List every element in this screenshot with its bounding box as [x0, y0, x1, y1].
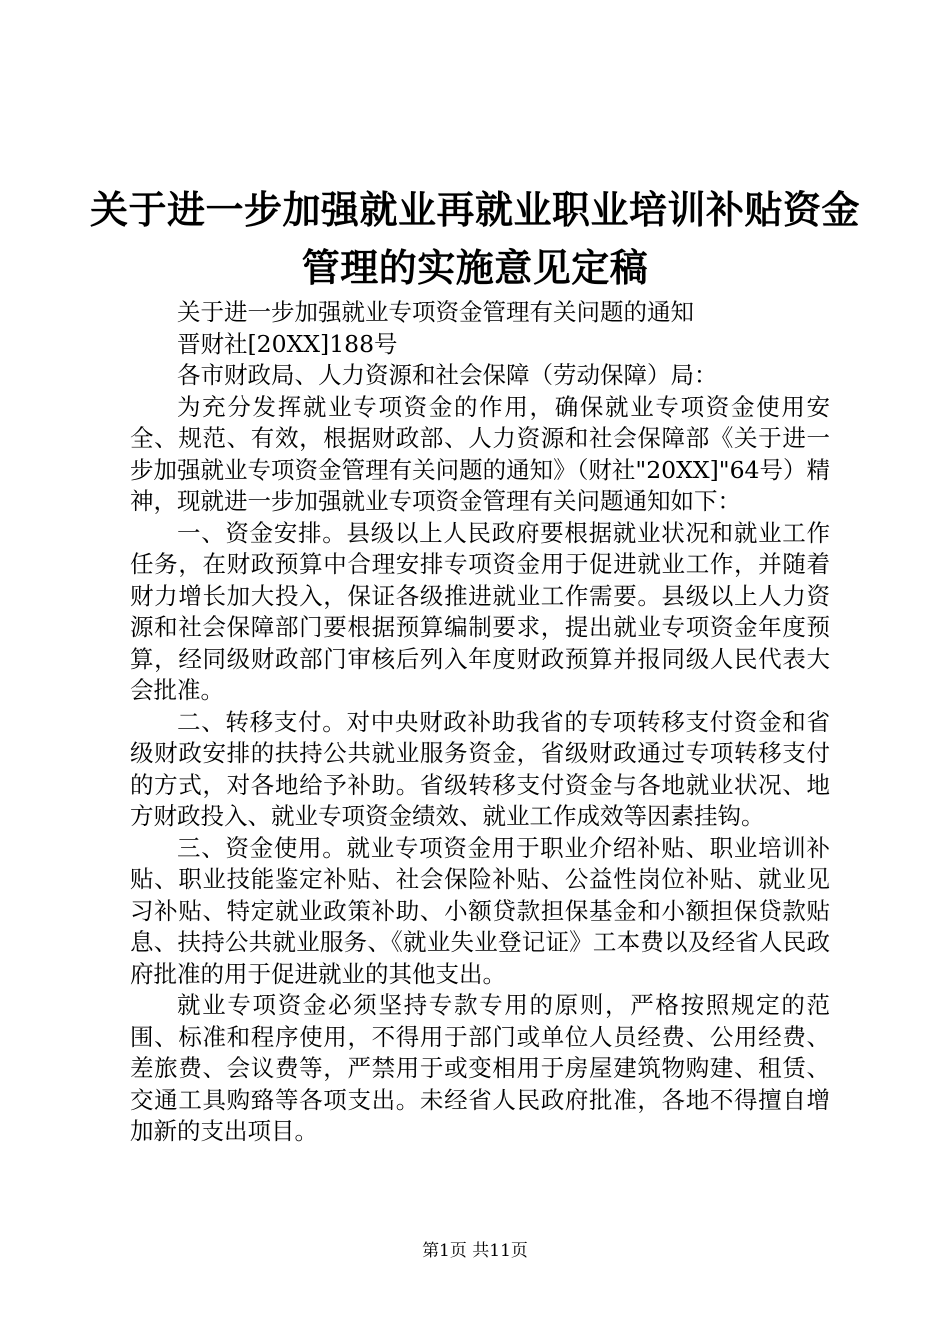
- document-body: [130, 297, 830, 1148]
- paragraph: 为充分发挥就业专项资金的作用，确保就业专项资金使用安全、规范、有效，根据财政部、人力资源和社会保障部《关于进一步加强就业专项资金管理有关问题的通知》（财社"20XX]"64号）精神，现就进一步加强就业专项资金管理有关问题通知如下：: [130, 392, 830, 515]
- notice-heading: 关于进一步加强就业专项资金管理有关问题的通知: [177, 298, 694, 326]
- paragraph: 就业专项资金必须坚持专款专用的原则，严格按照规定的范围、标准和程序使用，不得用于部门或单位人员经费、公用经费、差旅费、会议费等，严禁用于或变相用于房屋建筑物购建、租赁、交通工具购臵等各项支出。未经省人民政府批准，各地不得擅自增加新的支出项目。: [130, 991, 830, 1145]
- paragraph: 二、转移支付。对中央财政补助我省的专项转移支付资金和省级财政安排的扶持公共就业服务资金，省级财政通过专项转移支付的方式，对各地给予补助。省级转移支付资金与各地就业状况、地方财政投入、就业专项资金绩效、就业工作成效等因素挂钩。: [130, 707, 830, 830]
- page-indicator: 第1页 共11页: [422, 1241, 528, 1261]
- addressee: 各市财政局、人力资源和社会保障（劳动保障）局：: [177, 361, 718, 389]
- paragraph: 一、资金安排。县级以上人民政府要根据就业状况和就业工作任务，在财政预算中合理安排专项资金用于促进就业工作，并随着财力增长加大投入，保证各级推进就业工作需要。县级以上人力资源和社会保障部门要根据预算编制要求，提出就业专项资金年度预算，经同级财政部门审核后列入年度财政预算并报同级人民代表大会批准。: [130, 518, 830, 704]
- paragraph: 三、资金使用。就业专项资金用于职业介绍补贴、职业培训补贴、职业技能鉴定补贴、社会保险补贴、公益性岗位补贴、就业见习补贴、特定就业政策补助、小额贷款担保基金和小额担保贷款贴息、扶持公共就业服务、《就业失业登记证》工本费以及经省人民政府批准的用于促进就业的其他支出。: [130, 833, 830, 988]
- document-number: 晋财社[20XX]188号: [177, 329, 398, 358]
- document-title-line-2: 管理的实施意见定稿: [301, 246, 649, 290]
- document-title-line-1: 关于进一步加强就业再就业职业培训补贴资金: [89, 188, 860, 232]
